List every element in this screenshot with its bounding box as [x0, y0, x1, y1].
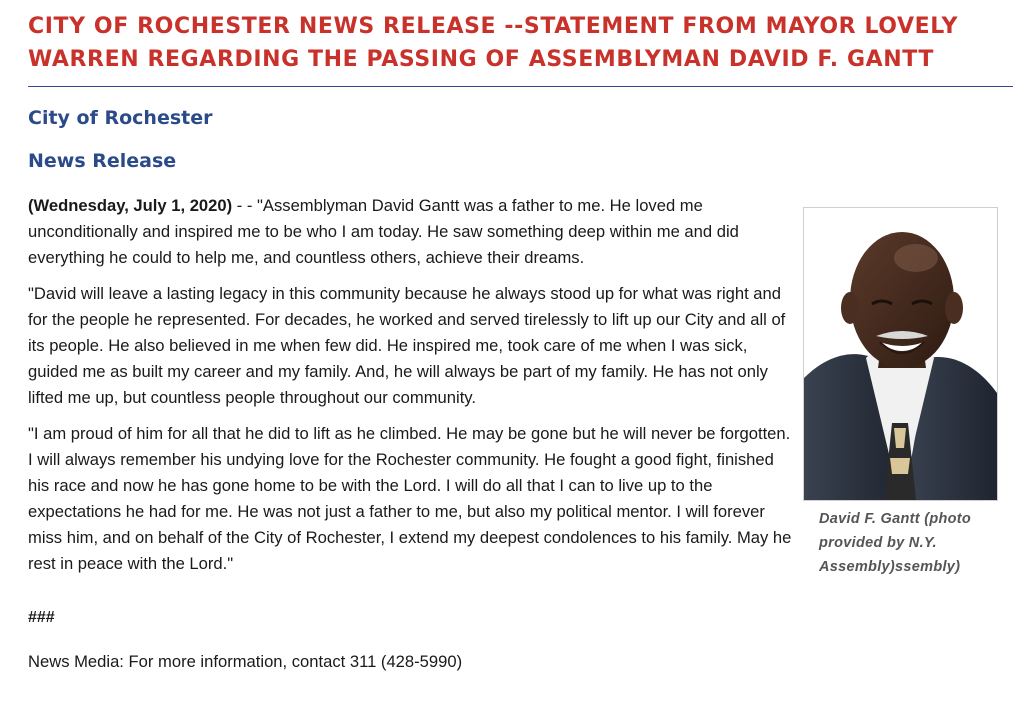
portrait-caption: David F. Gantt (photo provided by N.Y. Assembly)ssembly) — [819, 511, 972, 575]
release-date: (Wednesday, July 1, 2020) — [28, 196, 233, 215]
paragraph-3: "I am proud of him for all that he did to lift as he climbed. He may be gone but he will never be forgotten. I will always remember his undying love for the Rochester community. He fought a good fight, finished his race and now he has gone home to be with the Lord. I will do all that I can to live up to the expectations he had for me. He was not just a father to me, but also my political mentor. I will forever miss him, and on behalf of the City of Rochester, I extend my deepest condolences to his family. May he rest in peace with the Lord." — [28, 424, 792, 573]
end-mark: ### — [28, 609, 55, 626]
paragraph-1 — [28, 193, 798, 271]
portrait-photo — [803, 207, 998, 501]
portrait-figure — [803, 207, 998, 579]
article-headline: CITY OF ROCHESTER NEWS RELEASE --STATEMENT FROM MAYOR LOVELY WARREN REGARDING THE PASSING OF ASSEMBLYMAN DAVID F. GANTT — [28, 14, 958, 72]
headline-divider — [28, 86, 1013, 87]
media-contact: News Media: For more information, contact 311 (428-5990) — [28, 652, 463, 671]
paragraph-2: "David will leave a lasting legacy in this community because he always stood up for what was right and for the people he represented. For decades, he worked and served tirelessly to lift up our City and all of its people. He also believed in me when few did. He inspired me, took care of me when I was sick, guided me as built my career and my family. And, he will always be part of my family. He has not only lifted me up, but countless people throughout our community. — [28, 284, 786, 407]
organization-heading: City of Rochester — [28, 107, 213, 129]
article-body — [28, 193, 798, 587]
paragraph-1-text: - - "Assemblyman David Gantt was a father to me. He loved me unconditionally and inspired me to be who I am today. He saw something deep within me and did everything he could to help me, and countless others, achieve their dreams. — [28, 196, 739, 267]
release-type-heading: News Release — [28, 150, 177, 172]
